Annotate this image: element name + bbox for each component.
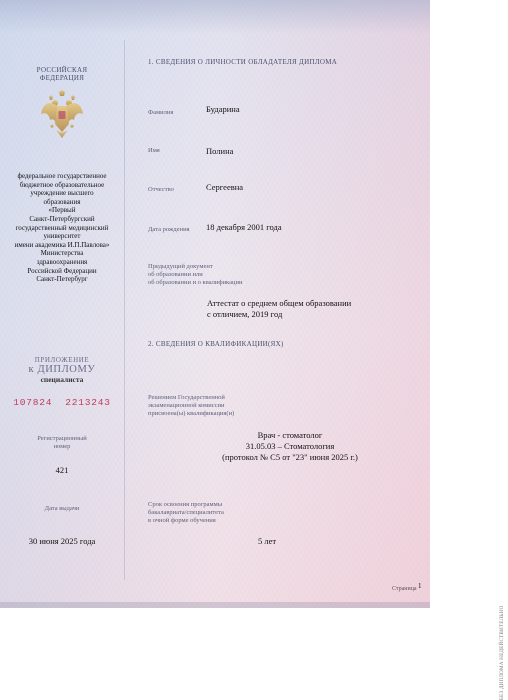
- page-number: 1: [418, 582, 422, 590]
- org-line: Министерства: [40, 249, 84, 258]
- reg-label-line: номер: [53, 443, 71, 450]
- name-value: Полина: [206, 146, 234, 156]
- term-label-line: в очной форме обучения: [148, 517, 216, 524]
- appendix-line-3: специалиста: [40, 375, 84, 384]
- surname-label: Фамилия: [148, 109, 174, 116]
- prev-doc-value-line: с отличием, 2019 год: [207, 309, 283, 319]
- commission-decision-label: [148, 394, 234, 418]
- appendix-title: [0, 356, 124, 384]
- org-line: федеральное государственное: [17, 172, 107, 180]
- org-line: бюджетное образовательное: [19, 180, 105, 189]
- name-label: Имя: [148, 147, 160, 154]
- decision-label-line: присвоена(ы) квалификация(и): [148, 410, 235, 417]
- registration-number: 421: [55, 465, 69, 475]
- prev-doc-value-line: Аттестат о среднем общем образовании: [207, 298, 352, 308]
- previous-document-value: [207, 298, 351, 320]
- registration-label: [0, 435, 124, 451]
- scan-top-edge: [0, 0, 430, 34]
- issue-date-label: Дата выдачи: [44, 505, 80, 512]
- org-line: университет: [43, 232, 81, 241]
- decision-label-line: Решением Государственной: [148, 394, 225, 401]
- qualification-code: 31.05.03 – Стоматология: [245, 441, 335, 451]
- column-divider: [124, 40, 125, 580]
- country-line-2: ФЕДЕРАЦИЯ: [39, 74, 85, 82]
- previous-document-label: [148, 263, 242, 287]
- birth-date-value: 18 декабря 2001 года: [206, 222, 282, 232]
- org-line: учреждение высшего: [30, 189, 94, 198]
- prev-doc-label-line: об образовании или: [148, 271, 203, 278]
- scan-bottom-edge: [0, 602, 430, 608]
- side-validity-note: БЕЗ ДИПЛОМА НЕДЕЙСТВИТЕЛЬНО: [500, 605, 505, 700]
- qualification-block: [180, 430, 400, 463]
- study-term-value: 5 лет: [258, 536, 277, 546]
- reg-label-line: Регистрационный: [37, 435, 87, 442]
- serial-number: 107824 2213243: [13, 397, 111, 408]
- section-2-title: 2. СВЕДЕНИЯ О КВАЛИФИКАЦИИ(ЯХ): [148, 340, 284, 348]
- issue-date: 30 июня 2025 года: [28, 536, 96, 546]
- birth-date-label: Дата рождения: [148, 226, 190, 233]
- prev-doc-label-line: об образовании и о квалификации: [148, 279, 243, 286]
- org-line: Санкт-Петербург: [36, 275, 88, 284]
- surname-value: Бударина: [206, 104, 240, 114]
- coat-of-arms-icon: [40, 90, 84, 140]
- page-label: Страница: [392, 586, 417, 592]
- qualification-title: Врач - стоматолог: [257, 430, 323, 440]
- org-line: Российской Федерации: [27, 266, 97, 275]
- decision-label-line: экзаменационной комиссии: [148, 402, 225, 409]
- org-line: государственный медицинский: [15, 223, 109, 232]
- org-line: образования: [43, 197, 81, 206]
- country-line-1: РОССИЙСКАЯ: [36, 66, 88, 74]
- prev-doc-label-line: Предыдущий документ: [148, 263, 213, 270]
- org-line: «Первый: [48, 206, 76, 215]
- patronymic-label: Отчество: [148, 186, 174, 193]
- appendix-line-2: к ДИПЛОМУ: [28, 364, 96, 375]
- term-label-line: Срок освоения программы: [148, 501, 223, 508]
- org-line: здравоохранения: [36, 257, 88, 266]
- section-1-title: 1. СВЕДЕНИЯ О ЛИЧНОСТИ ОБЛАДАТЕЛЯ ДИПЛОМА: [148, 58, 338, 66]
- organization-name: [0, 172, 124, 284]
- appendix-line-1: ПРИЛОЖЕНИЕ: [34, 356, 90, 364]
- study-term-label: [148, 501, 224, 525]
- country-title: [0, 66, 124, 82]
- patronymic-value: Сергеевна: [206, 182, 244, 192]
- term-label-line: бакалавриата/специалитета: [148, 509, 224, 516]
- qualification-protocol: (протокол № С5 от "23" июня 2025 г.): [222, 452, 358, 462]
- org-line: Санкт-Петербургский: [29, 214, 95, 223]
- org-line: имени академика И.П.Павлова»: [14, 240, 110, 249]
